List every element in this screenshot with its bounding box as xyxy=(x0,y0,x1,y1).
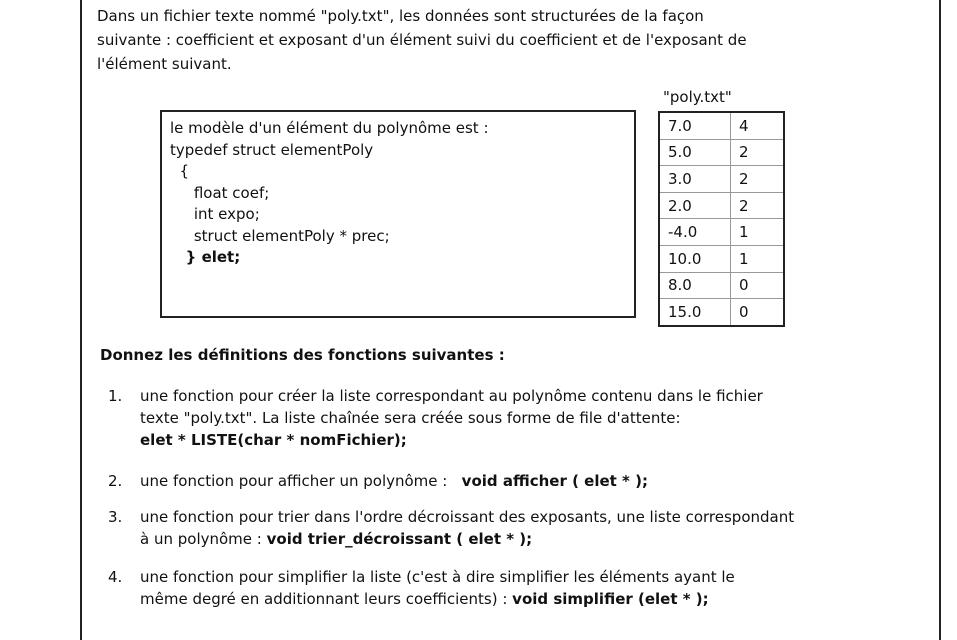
code-line: int expo; xyxy=(170,205,260,223)
question-text: même degré en additionnant leurs coefficients) : xyxy=(140,590,508,608)
question-text: une fonction pour simplifier la liste (c'est à dire simplifier les éléments ayant le xyxy=(140,568,735,586)
question-1 xyxy=(108,385,763,451)
table-row xyxy=(659,299,784,326)
question-text: une fonction pour créer la liste correspondant au polynôme contenu dans le fichier xyxy=(140,387,763,405)
question-4 xyxy=(108,566,735,610)
coef-cell: 8.0 xyxy=(659,272,731,299)
question-text: texte "poly.txt". La liste chaînée sera créée sous forme de file d'attente: xyxy=(140,409,681,427)
question-code: elet * LISTE(char * nomFichier); xyxy=(140,431,407,449)
expo-cell: 2 xyxy=(739,169,749,188)
question-text: une fonction pour afficher un polynôme : xyxy=(140,472,448,490)
code-line: typedef struct elementPoly xyxy=(170,140,374,159)
table-row xyxy=(659,139,784,166)
table-row xyxy=(659,219,784,246)
expo-cell: 4 xyxy=(739,116,749,135)
coef-cell: 3.0 xyxy=(659,166,731,193)
struct-definition-box xyxy=(160,110,636,318)
coef-cell: 10.0 xyxy=(659,245,731,272)
question-code: void simplifier (elet * ); xyxy=(512,590,709,608)
intro-line-2: suivante : coefficient et exposant d'un élément suivi du coefficient et de l'exposant de xyxy=(97,31,747,49)
table-row xyxy=(659,192,784,219)
table-row xyxy=(659,272,784,299)
expo-cell: 1 xyxy=(739,249,749,268)
coef-cell: 7.0 xyxy=(659,112,731,139)
expo-cell: 2 xyxy=(739,143,749,162)
code-line: { xyxy=(170,162,190,180)
code-line: float coef; xyxy=(170,183,270,202)
expo-cell: 1 xyxy=(739,223,749,242)
question-code: void trier_décroissant ( elet * ); xyxy=(266,530,533,548)
question-number: 1. xyxy=(108,387,123,405)
question-text: une fonction pour trier dans l'ordre décroissant des exposants, une liste correspondant xyxy=(140,508,795,526)
coef-cell: 5.0 xyxy=(659,139,731,166)
poly-file-title: "poly.txt" xyxy=(663,88,732,106)
coef-cell: -4.0 xyxy=(659,219,731,246)
poly-file-table xyxy=(658,111,785,327)
question-number: 3. xyxy=(108,508,123,526)
question-2 xyxy=(108,470,648,492)
code-line: struct elementPoly * prec; xyxy=(170,226,390,245)
question-text: à un polynôme : xyxy=(140,530,262,548)
coef-cell: 2.0 xyxy=(659,192,731,219)
table-row xyxy=(659,112,784,139)
section-title: Donnez les définitions des fonctions suivantes : xyxy=(100,346,505,364)
expo-cell: 2 xyxy=(739,196,749,215)
expo-cell: 0 xyxy=(739,276,749,295)
coef-cell: 15.0 xyxy=(659,299,731,326)
question-3 xyxy=(108,506,794,550)
intro-line-1: Dans un fichier texte nommé "poly.txt", les données sont structurées de la façon xyxy=(97,7,704,25)
question-code: void afficher ( elet * ); xyxy=(461,472,648,490)
code-line: le modèle d'un élément du polynôme est : xyxy=(170,119,489,137)
intro-paragraph xyxy=(97,4,857,76)
question-number: 2. xyxy=(108,472,123,490)
table-row xyxy=(659,245,784,272)
expo-cell: 0 xyxy=(739,302,749,321)
table-row xyxy=(659,166,784,193)
intro-line-3: l'élément suivant. xyxy=(97,55,232,73)
code-line: } elet; xyxy=(170,248,241,266)
question-number: 4. xyxy=(108,568,123,586)
